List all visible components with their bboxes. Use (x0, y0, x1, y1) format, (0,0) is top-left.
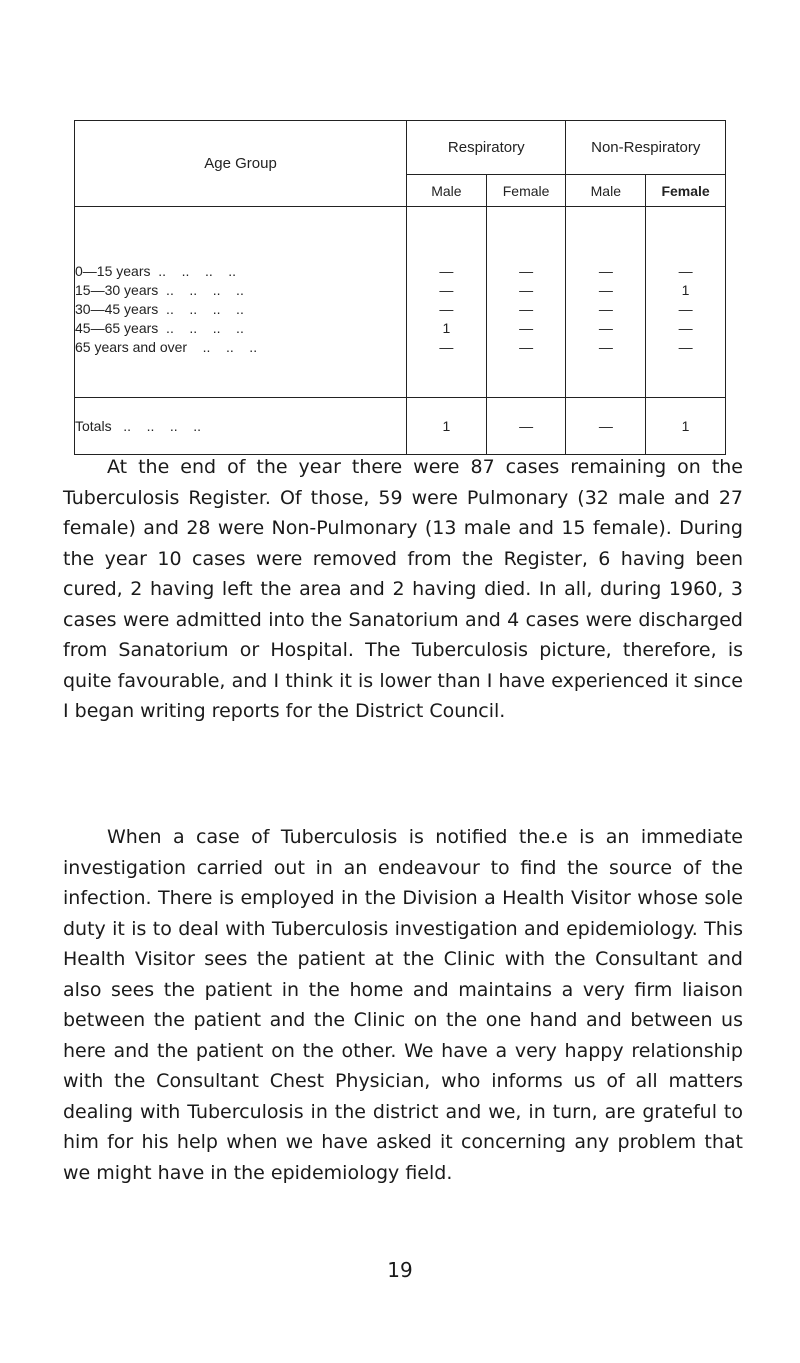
table-cell: — (439, 301, 454, 317)
respiratory-female-column (486, 207, 566, 398)
table-cell: 1 (681, 282, 690, 298)
non-respiratory-female-column (646, 207, 726, 398)
respiratory-male-header: Male (407, 175, 487, 207)
table-cell: — (519, 320, 534, 336)
table-cell: — (519, 301, 534, 317)
totals-label-text: Totals .. .. .. .. (75, 417, 202, 434)
age-label: 15—30 years .. .. .. .. (75, 282, 244, 298)
table-cell: 1 (442, 320, 451, 336)
table-cell: — (678, 320, 693, 336)
age-label: 65 years and over .. .. .. (75, 339, 258, 355)
respiratory-female-header: Female (486, 175, 566, 207)
age-label: 45—65 years .. .. .. .. (75, 320, 244, 336)
total-respiratory-male: 1 (407, 398, 487, 455)
table-cell: — (678, 263, 693, 279)
register-summary-paragraph: At the end of the year there were 87 cases remaining on the Tuberculosis Register. Of those, 59 were Pulmonary (32 male and 27 female) and 28 were Non-Pulmonary (13 male and 15 female). During the year 10 cases were removed from the Register, 6 having been cured, 2 having left the area and 2 having died. In all, during 1960, 3 cases were admitted into the Sanatorium and 4 cases were discharged from Sanatorium or Hospital. The Tuberculosis picture, therefore, is quite favourable, and I think it is lower than I have experienced it since I began writing reports for the District Council. (63, 456, 743, 722)
totals-label (75, 398, 407, 455)
table-totals-row (75, 398, 726, 455)
table-cell: — (678, 339, 693, 355)
table-cell: — (519, 282, 534, 298)
respiratory-header: Respiratory (407, 121, 566, 175)
total-non-respiratory-female: 1 (646, 398, 726, 455)
table-cell: — (598, 339, 613, 355)
age-group-header: Age Group (75, 121, 407, 207)
table-cell: — (598, 320, 613, 336)
table-header-row (75, 121, 726, 175)
table-cell: — (678, 301, 693, 317)
table-cell: — (519, 263, 534, 279)
total-respiratory-female: — (486, 398, 566, 455)
tuberculosis-notifications-table (74, 120, 726, 455)
non-respiratory-female-header: Female (646, 175, 726, 207)
investigation-paragraph: When a case of Tuberculosis is notified the.e is an immediate investigation carried out in an endeavour to find the source of the infection. There is employed in the Division a Health Visitor whose sole duty it is to deal with Tuberculosis investigation and epidemiology. This Health Visitor sees the patient at the Clinic with the Consultant and also sees the patient in the home and maintains a very firm liaison between the patient and the Clinic on the one hand and between us here and the patient on the other. We have a very happy relationship with the Consultant Chest Physician, who informs us of all matters dealing with Tuberculosis in the district and we, in turn, are grateful to him for his help when we have asked it concerning any problem that we might have in the epidemiology field. (63, 826, 743, 1184)
age-group-labels (75, 207, 407, 398)
age-label: 0—15 years .. .. .. .. (75, 263, 237, 279)
page-number: 19 (387, 1258, 413, 1282)
non-respiratory-male-column (566, 207, 646, 398)
non-respiratory-header: Non-Respiratory (566, 121, 726, 175)
table-cell: — (598, 301, 613, 317)
respiratory-male-column (407, 207, 487, 398)
non-respiratory-male-header: Male (566, 175, 646, 207)
table-cell: — (519, 339, 534, 355)
table-cell: — (598, 282, 613, 298)
table-cell: — (598, 263, 613, 279)
total-non-respiratory-male: — (566, 398, 646, 455)
tuberculosis-table-container (74, 120, 726, 455)
age-label: 30—45 years .. .. .. .. (75, 301, 244, 317)
table-body-row (75, 207, 726, 398)
table-cell: — (439, 339, 454, 355)
table-cell: — (439, 263, 454, 279)
table-cell: — (439, 282, 454, 298)
